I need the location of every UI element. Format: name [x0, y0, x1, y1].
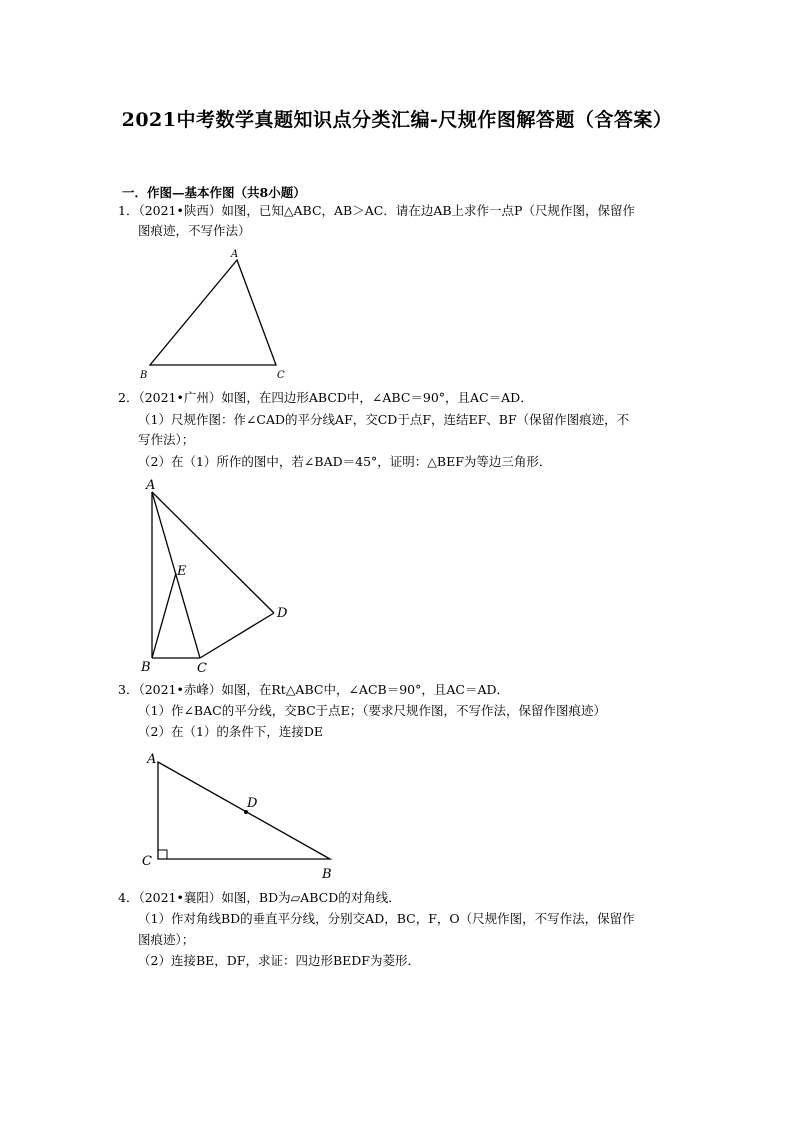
- q3-text-line-1: 3．（2021•赤峰）如图，在Rt△ABC中，∠ACB＝90°，且AC＝AD．: [118, 682, 509, 697]
- q2-text-line-4: （2）在（1）所作的图中，若∠BAD＝45°，证明：△BEF为等边三角形．: [138, 454, 552, 469]
- q4-text-line-1: 4．（2021•襄阳）如图，BD为▱ABCD的对角线．: [118, 890, 401, 905]
- q3-label-a: A: [147, 752, 157, 767]
- q1-text-line-2: 图痕迹，不写作法）: [138, 223, 251, 238]
- q1-triangle-abc: [150, 260, 276, 365]
- q2-label-e: E: [177, 564, 187, 579]
- q3-label-b: B: [322, 867, 332, 880]
- q3-text-line-3: （2）在（1）的条件下，连接DE: [138, 724, 324, 739]
- q3-text-line-2: （1）作∠BAC的平分线，交BC于点E；（要求尺规作图，不写作法，保留作图痕迹）: [138, 703, 607, 718]
- q1-label-c: C: [277, 370, 285, 381]
- q4-text-line-3: 图痕迹）；: [138, 932, 195, 947]
- q3-label-c: C: [142, 854, 152, 869]
- section-heading: 一．作图—基本作图（共8小题）: [122, 185, 306, 200]
- q2-quadrilateral-figure: [130, 475, 300, 675]
- q2-label-b: B: [141, 660, 151, 675]
- q3-right-angle-mark: [158, 850, 167, 859]
- q1-triangle-figure: [130, 245, 300, 385]
- q3-label-d: D: [247, 796, 258, 811]
- q2-text-line-1: 2．（2021•广州）如图，在四边形ABCD中，∠ABC＝90°，且AC＝AD．: [118, 390, 533, 405]
- q3-triangle-abc: [158, 762, 330, 859]
- q4-text-line-2: （1）作对角线BD的垂直平分线，分别交AD，BC，F，O（尺规作图，不写作法，保留作: [138, 911, 635, 926]
- q2-label-c: C: [197, 661, 207, 675]
- q1-text-line-1: 1．（2021•陕西）如图，已知△ABC，AB＞AC．请在边AB上求作一点P（尺规作图，保留作: [118, 203, 635, 218]
- q4-text-line-4: （2）连接BE，DF，求证：四边形BEDF为菱形．: [138, 953, 420, 968]
- page-title: 2021中考数学真题知识点分类汇编-尺规作图解答题（含答案）: [121, 109, 673, 131]
- q3-right-triangle-figure: [130, 745, 350, 880]
- q2-label-a: A: [146, 478, 156, 493]
- q2-segment-be: [152, 573, 176, 658]
- q2-text-line-3: 写作法）；: [138, 432, 195, 447]
- q1-label-a: A: [231, 249, 239, 260]
- q2-text-line-2: （1）尺规作图：作∠CAD的平分线AF，交CD于点F，连结EF、BF（保留作图痕迹，不: [138, 412, 630, 427]
- q2-segment-dc: [200, 613, 274, 658]
- q1-label-b: B: [140, 370, 148, 381]
- q2-label-d: D: [277, 606, 288, 621]
